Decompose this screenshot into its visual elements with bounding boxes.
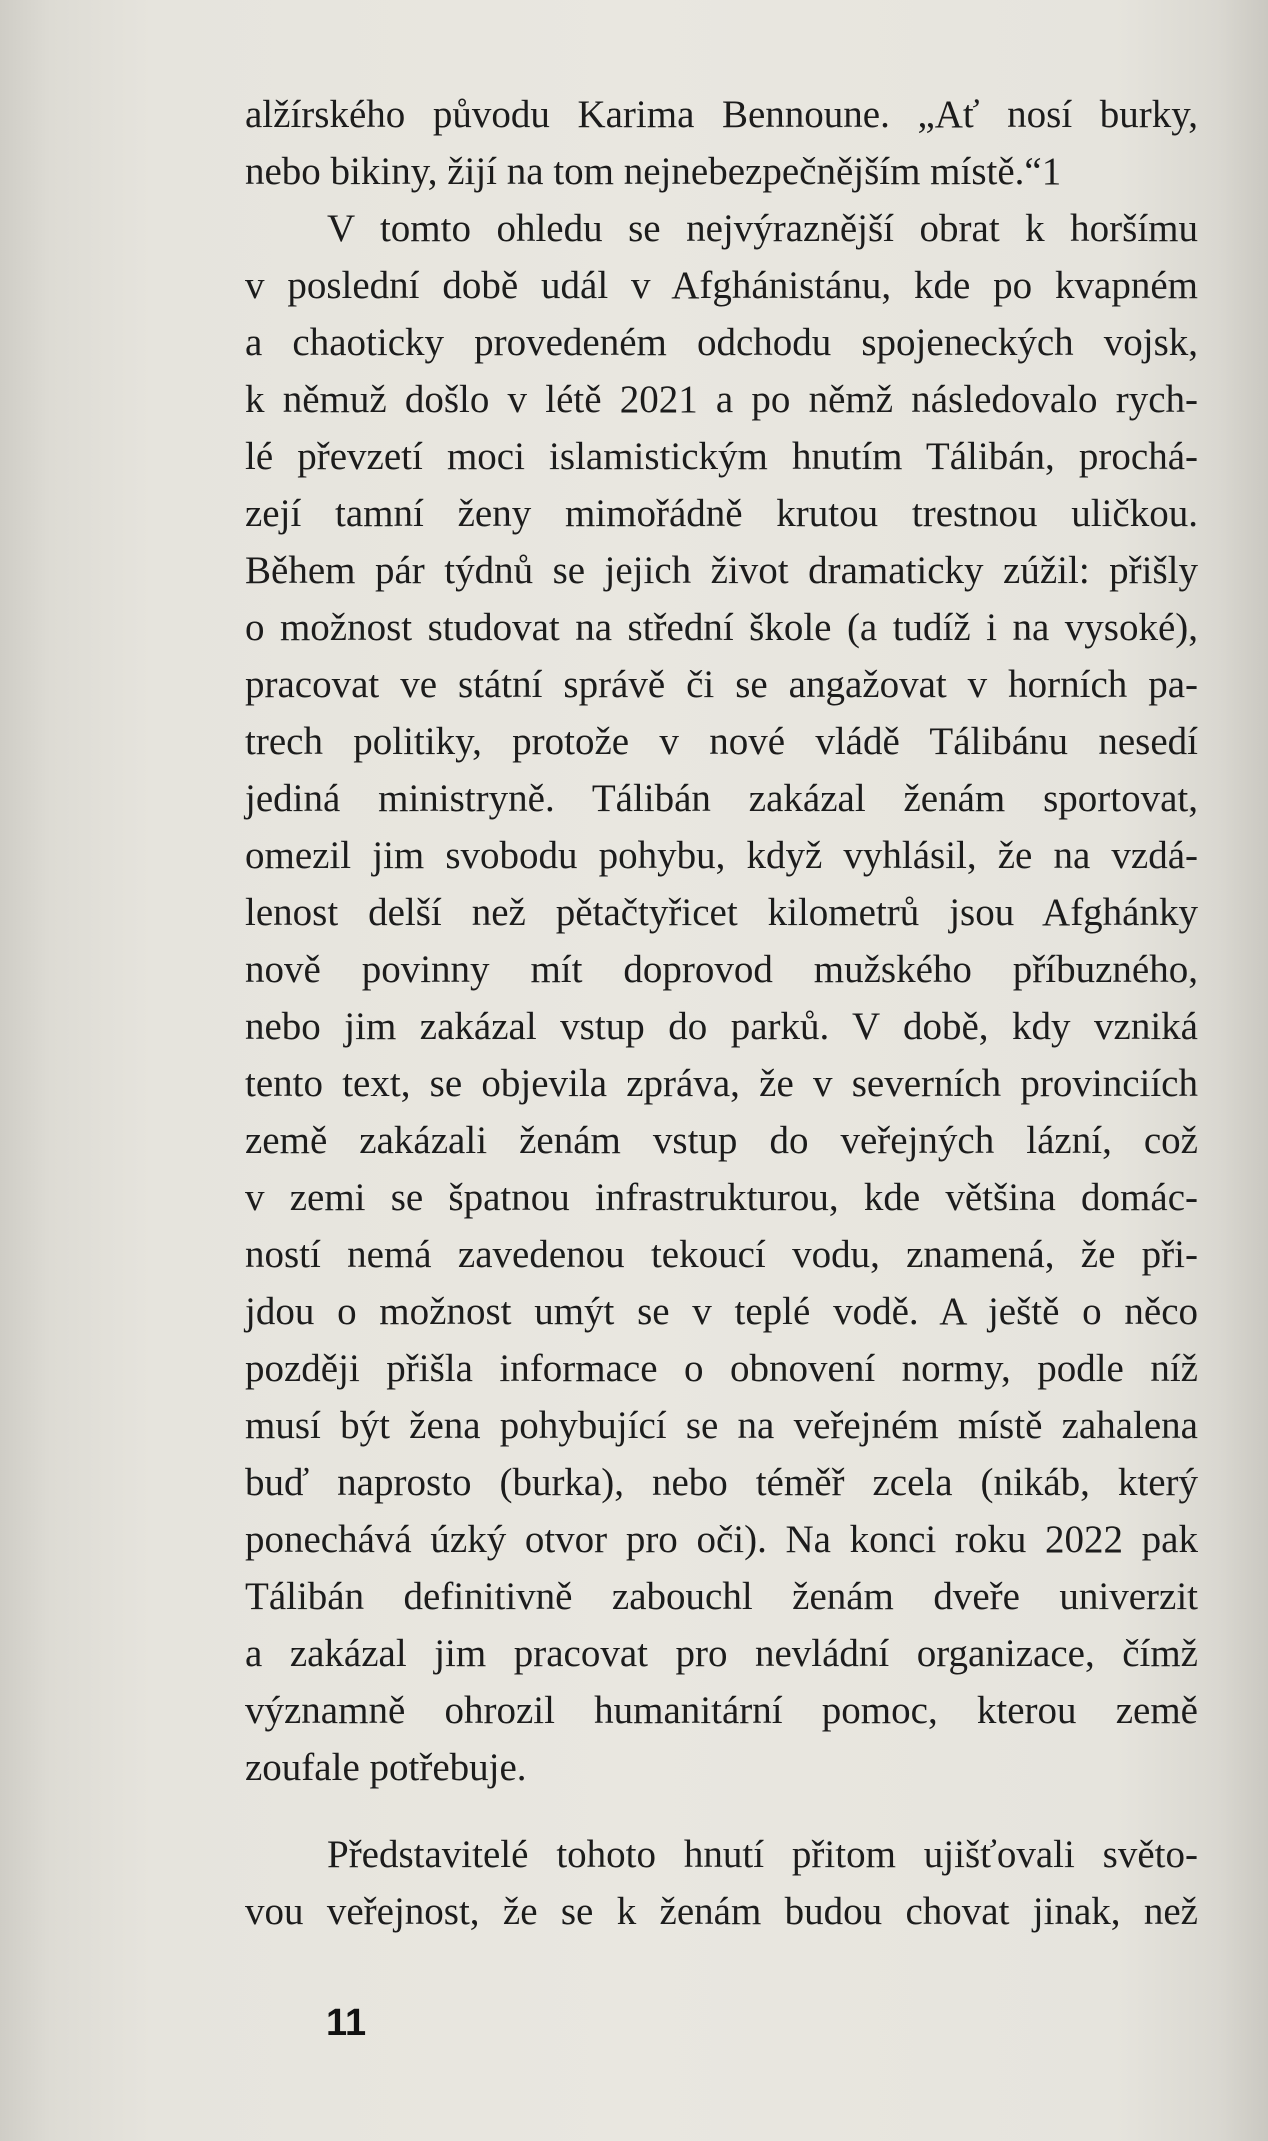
text-line: tento text, se objevila zpráva, že v severních provinciích: [245, 1062, 1198, 1105]
text-line: a chaoticky provedeném odchodu spojeneckých vojsk,: [245, 321, 1198, 364]
text-line: lé převzetí moci islamistickým hnutím Tálibán, prochá-: [245, 435, 1198, 478]
text-line: Tálibán definitivně zabouchl ženám dveře univerzit: [245, 1575, 1198, 1618]
text-line: ponechává úzký otvor pro oči). Na konci roku 2022 pak: [245, 1518, 1198, 1561]
page-number: 11: [326, 2002, 367, 2044]
text-line: nebo jim zakázal vstup do parků. V době, kdy vzniká: [245, 1005, 1198, 1048]
text-line: významně ohrozil humanitární pomoc, kterou země: [245, 1689, 1198, 1732]
paragraph-2: [245, 200, 1198, 1796]
body-text: [245, 86, 1198, 1940]
text-line: buď naprosto (burka), nebo téměř zcela (nikáb, který: [245, 1461, 1198, 1504]
text-line: V tomto ohledu se nejvýraznější obrat k horšímu: [327, 207, 1198, 250]
paragraph-spacer: [245, 1796, 1198, 1826]
text-line: v zemi se špatnou infrastrukturou, kde většina domác-: [245, 1176, 1198, 1219]
text-line: lenost delší než pětačtyřicet kilometrů jsou Afghánky: [245, 891, 1198, 934]
text-line: nově povinny mít doprovod mužského příbuzného,: [245, 948, 1198, 991]
text-line: jediná ministryně. Tálibán zakázal ženám sportovat,: [245, 777, 1198, 820]
text-line: pracovat ve státní správě či se angažovat v horních pa-: [245, 663, 1198, 706]
paragraph-3: [245, 1826, 1198, 1940]
text-line: nebo bikiny, žijí na tom nejnebezpečnějším místě.“1: [245, 150, 1062, 193]
text-line: jdou o možnost umýt se v teplé vodě. A ještě o něco: [245, 1290, 1198, 1333]
text-line: Během pár týdnů se jejich život dramaticky zúžil: přišly: [245, 549, 1198, 592]
text-line: Představitelé tohoto hnutí přitom ujišťovali světo-: [327, 1833, 1198, 1876]
text-line: alžírského původu Karima Bennoune. „Ať nosí burky,: [245, 93, 1198, 136]
text-line: trech politiky, protože v nové vládě Tálibánu nesedí: [245, 720, 1198, 763]
text-line: zejí tamní ženy mimořádně krutou trestnou uličkou.: [245, 492, 1198, 535]
text-line: musí být žena pohybující se na veřejném místě zahalena: [245, 1404, 1198, 1447]
text-line: vou veřejnost, že se k ženám budou chovat jinak, než: [245, 1890, 1198, 1933]
text-line: v poslední době udál v Afghánistánu, kde po kvapném: [245, 264, 1198, 307]
text-line: později přišla informace o obnovení normy, podle níž: [245, 1347, 1198, 1390]
text-line: o možnost studovat na střední škole (a tudíž i na vysoké),: [245, 606, 1198, 649]
text-line: ností nemá zavedenou tekoucí vodu, znamená, že při-: [245, 1233, 1198, 1276]
text-line: a zakázal jim pracovat pro nevládní organizace, čímž: [245, 1632, 1198, 1675]
text-line: zoufale potřebuje.: [245, 1746, 527, 1789]
text-line: země zakázali ženám vstup do veřejných lázní, což: [245, 1119, 1198, 1162]
text-line: omezil jim svobodu pohybu, když vyhlásil, že na vzdá-: [245, 834, 1198, 877]
text-line: k němuž došlo v létě 2021 a po němž následovalo rych-: [245, 378, 1198, 421]
paragraph-1: [245, 86, 1198, 200]
